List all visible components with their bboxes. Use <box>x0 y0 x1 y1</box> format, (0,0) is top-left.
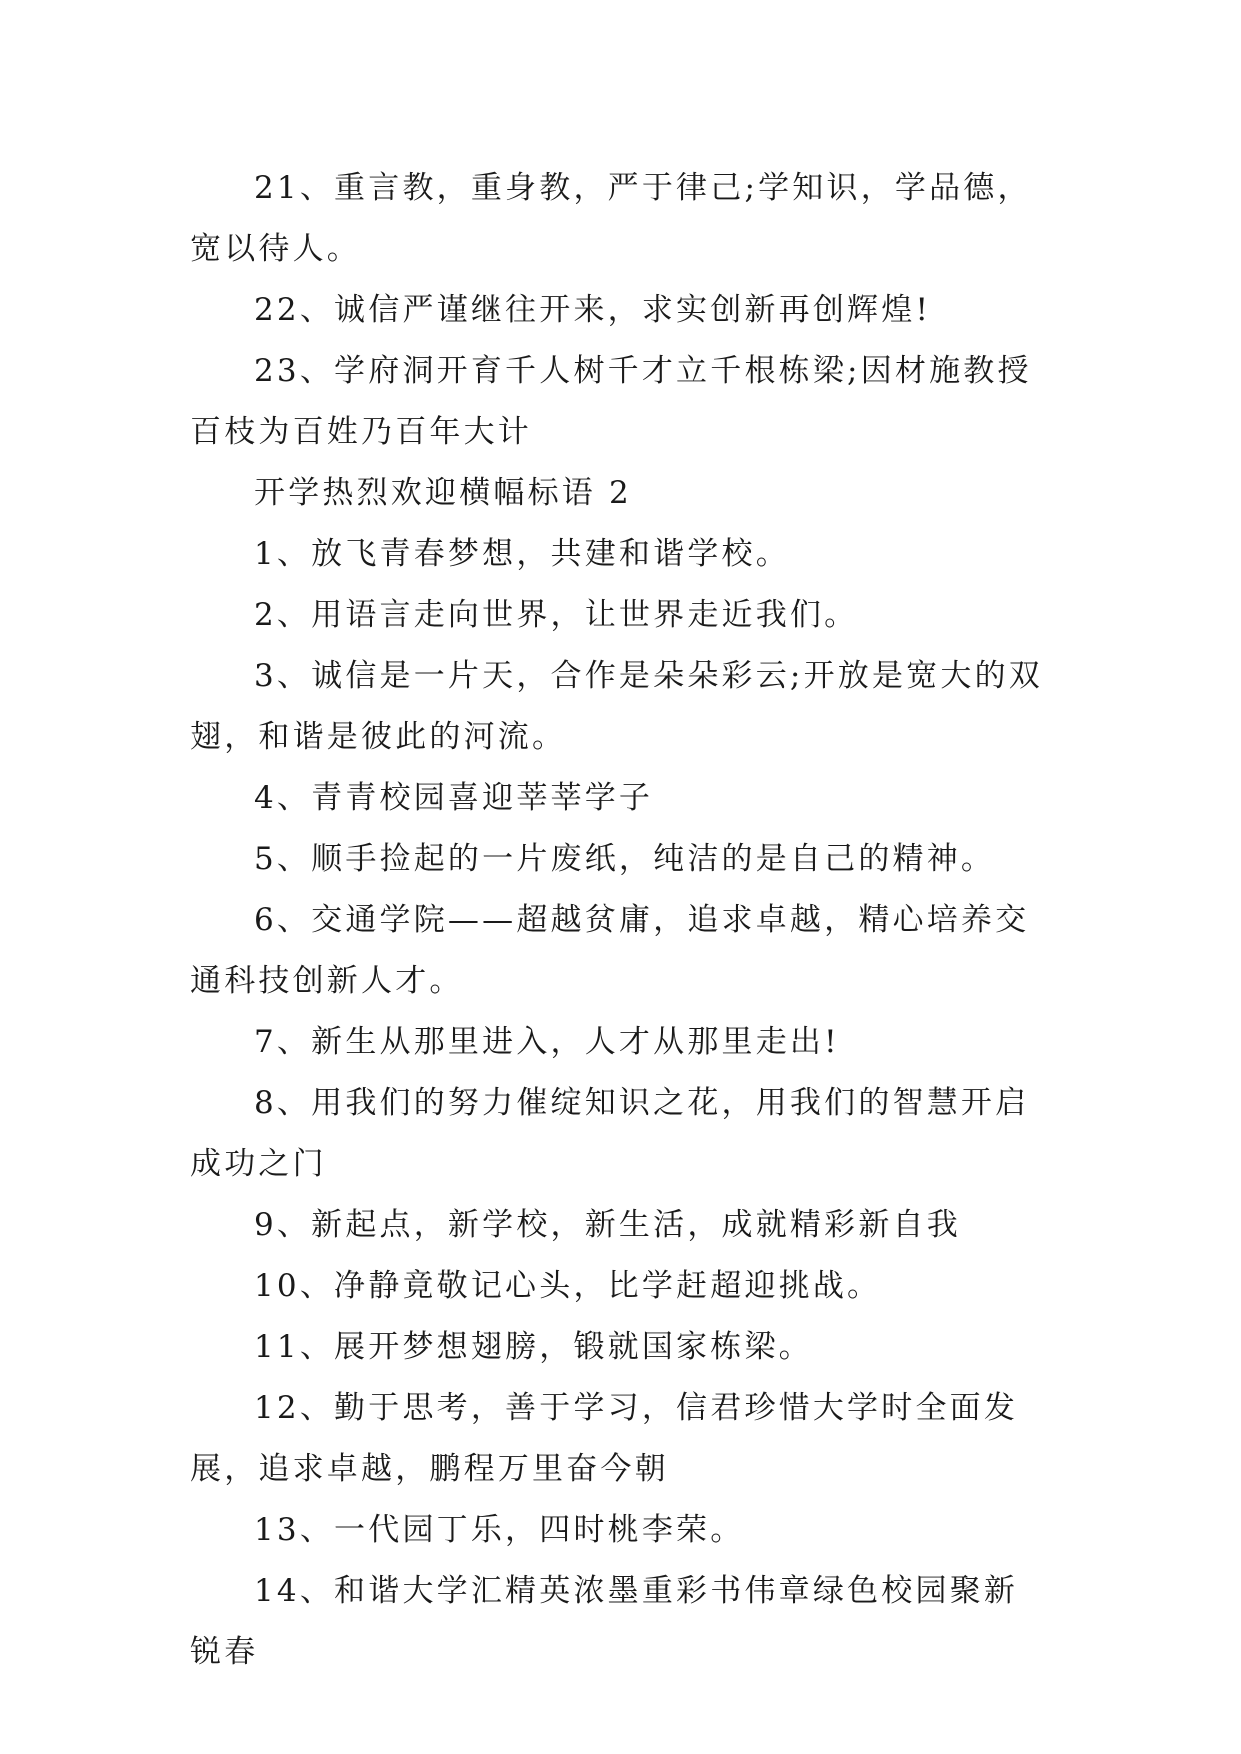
paragraph-6: 6、交通学院——超越贫庸，追求卓越，精心培养交通科技创新人才。 <box>190 902 1030 999</box>
paragraph-10: 10、净静竟敬记心头，比学赶超迎挑战。 <box>254 1268 882 1304</box>
paragraph-1: 1、放飞青春梦想，共建和谐学校。 <box>254 536 790 572</box>
paragraph-2: 2、用语言走向世界，让世界走近我们。 <box>254 597 859 633</box>
paragraph-3: 3、诚信是一片天，合作是朵朵彩云;开放是宽大的双翅，和谐是彼此的河流。 <box>190 658 1043 755</box>
document-page <box>190 158 1050 1683</box>
paragraph-23: 23、学府洞开育千人树千才立千根栋梁;因材施教授百枝为百姓乃百年大计 <box>190 353 1032 450</box>
section-heading: 开学热烈欢迎横幅标语 2 <box>254 475 632 511</box>
paragraph-9: 9、新起点，新学校，新生活，成就精彩新自我 <box>254 1207 961 1243</box>
paragraph-7: 7、新生从那里进入，人才从那里走出! <box>254 1024 840 1060</box>
paragraph-12: 12、勤于思考，善于学习，信君珍惜大学时全面发展，追求卓越，鹏程万里奋今朝 <box>190 1390 1019 1487</box>
paragraph-8: 8、用我们的努力催绽知识之花，用我们的智慧开启成功之门 <box>190 1085 1030 1182</box>
paragraph-13: 13、一代园丁乐，四时桃李荣。 <box>254 1512 745 1548</box>
paragraph-22: 22、诚信严谨继往开来，求实创新再创辉煌! <box>254 292 932 328</box>
paragraph-5: 5、顺手捡起的一片废纸，纯洁的是自己的精神。 <box>254 841 996 877</box>
paragraph-14: 14、和谐大学汇精英浓墨重彩书伟章绿色校园聚新锐春 <box>190 1573 1019 1670</box>
paragraph-11: 11、展开梦想翅膀，锻就国家栋梁。 <box>254 1329 813 1365</box>
paragraph-21: 21、重言教，重身教，严于律己;学知识，学品德，宽以待人。 <box>190 170 1032 267</box>
paragraph-4: 4、青青校园喜迎莘莘学子 <box>254 780 654 816</box>
